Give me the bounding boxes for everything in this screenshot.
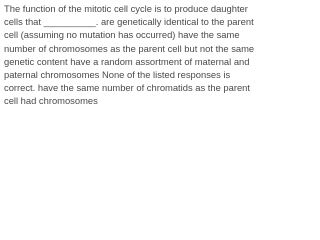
option-4: None of the listed responses is correct. (4, 69, 231, 94)
question-text (4, 2, 257, 108)
option-5: have the same number of chromatids as the parent cell had chromosomes (4, 82, 250, 107)
question-stem: The function of the mitotic cell cycle is to produce daughter cells that __________. (4, 3, 248, 28)
option-3: have a random assortment of maternal and paternal chromosomes (4, 55, 250, 81)
option-1: are genetically identical to the parent cell (assuming no mutation has occurred) (4, 16, 254, 41)
option-2: have the same number of chromosomes as the parent cell but not the same genetic content (4, 29, 255, 67)
